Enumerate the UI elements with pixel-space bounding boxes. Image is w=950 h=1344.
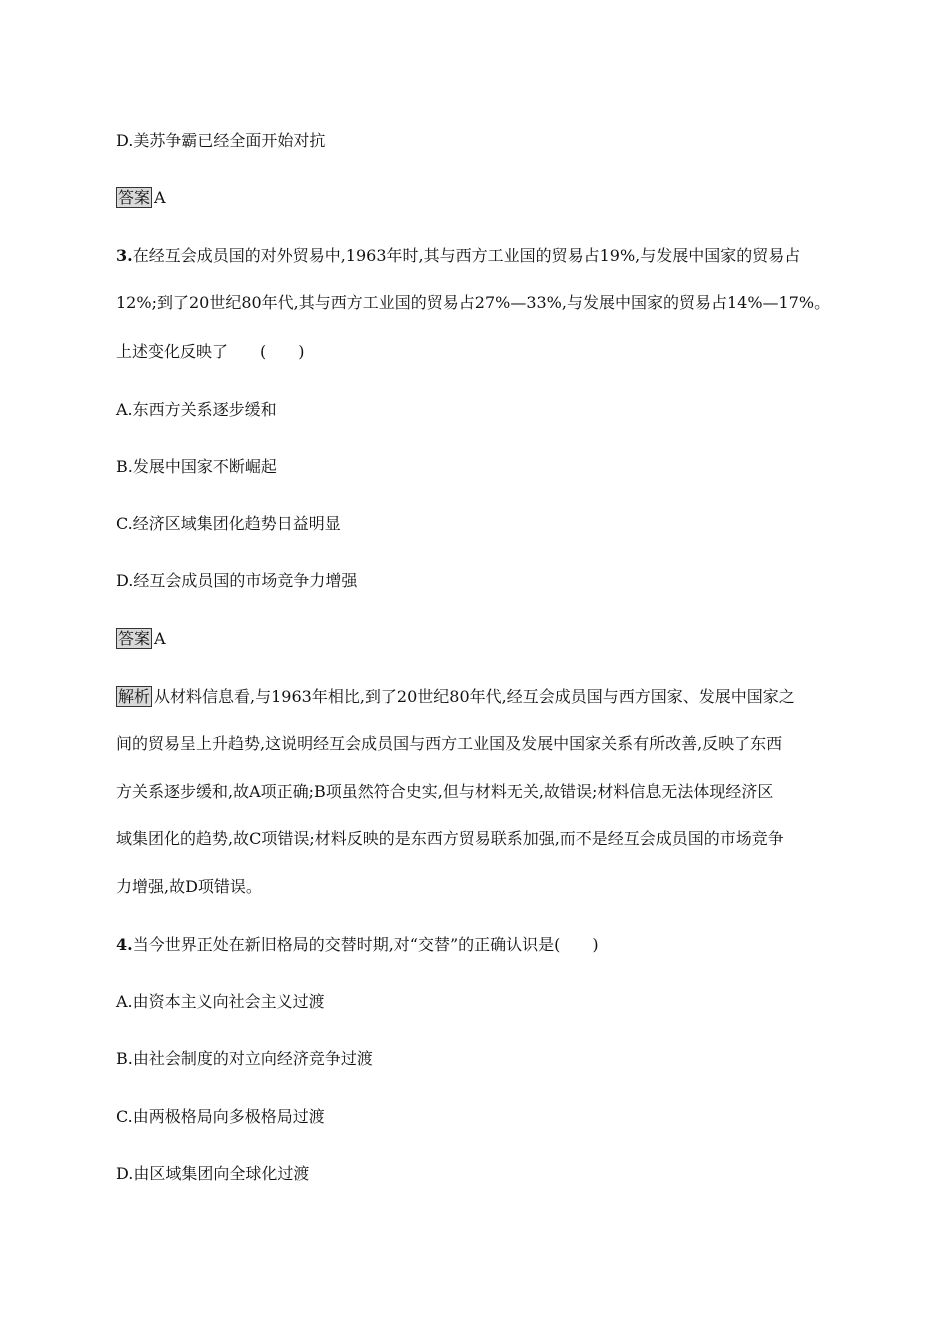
q3-analysis-line-3: 方关系逐步缓和,故A项正确;B项虽然符合史实,但与材料无关,故错误;材料信息无法体现经济区 [116,782,774,801]
q2-option-d: D.美苏争霸已经全面开始对抗 [116,131,326,150]
q3-stem-line-3: 上述变化反映了 ( ) [116,342,305,361]
q3-option-a: A.东西方关系逐步缓和 [116,400,277,419]
q4-option-b: B.由社会制度的对立向经济竞争过渡 [116,1049,373,1068]
q3-stem-line-2: 12%;到了20世纪80年代,其与西方工业国的贸易占27%—33%,与发展中国家的贸易占14%—17%。 [116,293,831,312]
q3-option-b: B.发展中国家不断崛起 [116,457,277,476]
q3-option-c: C.经济区域集团化趋势日益明显 [116,514,341,533]
q3-analysis-line-1 [116,686,836,708]
answer-value: A [154,629,166,648]
q3-analysis-text-1: 从材料信息看,与1963年相比,到了20世纪80年代,经互会成员国与西方国家、发展中国家之 [154,687,795,706]
q2-answer-row [116,187,836,209]
answer-tag: 答案 [118,629,151,648]
q3-option-d: D.经互会成员国的市场竞争力增强 [116,571,358,590]
q4-stem [116,934,836,956]
q3-stem-text-1: 在经互会成员国的对外贸易中,1963年时,其与西方工业国的贸易占19%,与发展中国家的贸易占 [132,246,801,265]
question-number: 4. [116,935,133,954]
q3-analysis-line-5: 力增强,故D项错误。 [116,877,262,896]
q4-option-d: D.由区域集团向全球化过渡 [116,1164,310,1183]
answer-tag: 答案 [118,188,151,207]
q3-analysis-line-2: 间的贸易呈上升趋势,这说明经互会成员国与西方工业国及发展中国家关系有所改善,反映了东西 [116,734,783,753]
q3-analysis-line-4: 域集团化的趋势,故C项错误;材料反映的是东西方贸易联系加强,而不是经互会成员国的市场竞争 [116,829,784,848]
q3-answer-row [116,628,836,650]
q4-option-c: C.由两极格局向多极格局过渡 [116,1107,325,1126]
q4-option-a: A.由资本主义向社会主义过渡 [116,992,325,1011]
q4-stem-text: 当今世界正处在新旧格局的交替时期,对“交替”的正确认识是( ) [132,935,599,954]
question-number: 3. [116,246,133,265]
answer-value: A [154,188,166,207]
analysis-tag: 解析 [118,687,151,706]
q3-stem-line-1 [116,245,836,267]
